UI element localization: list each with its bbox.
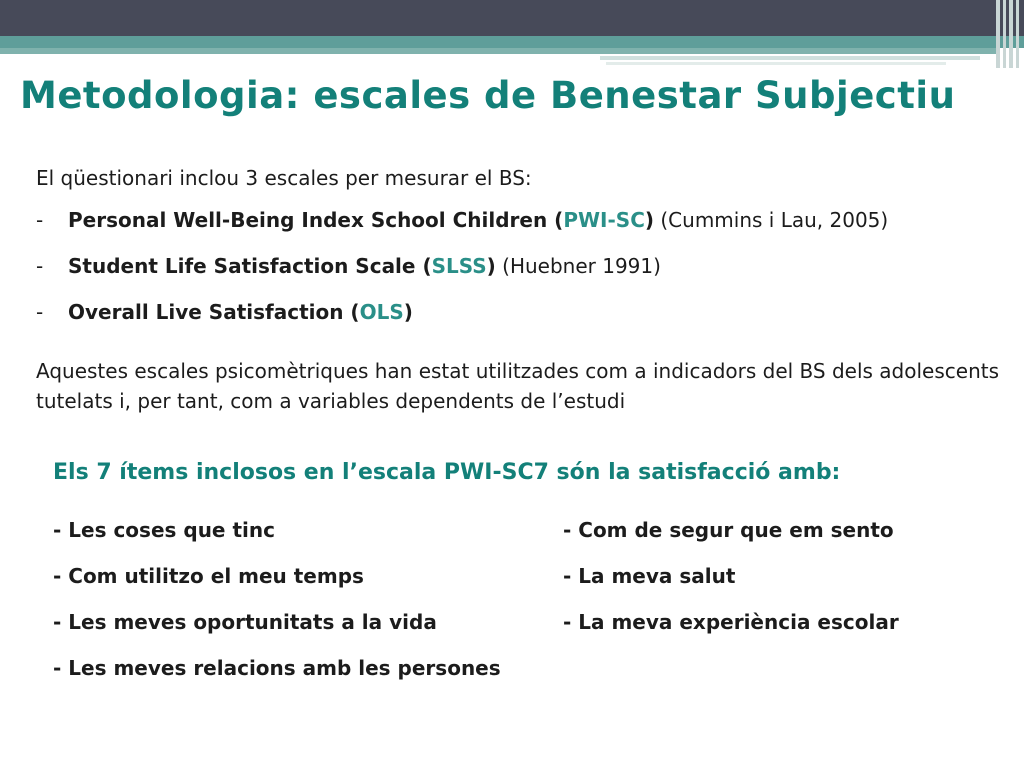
list-item: - La meva experiència escolar	[563, 610, 899, 634]
header-band-teal	[0, 36, 1024, 48]
list-item: - Les meves oportunitats a la vida	[53, 610, 437, 634]
paren-open: (	[415, 254, 432, 278]
scale-reference: (Huebner 1991)	[495, 254, 661, 278]
header-strip-lighter	[606, 62, 946, 65]
slide-title: Metodologia: escales de Benestar Subjectiu	[20, 74, 956, 117]
items-right-column	[563, 514, 899, 652]
scale-abbr: SLSS	[431, 254, 487, 278]
scale-item	[36, 298, 888, 344]
scale-reference: (Cummins i Lau, 2005)	[654, 208, 889, 232]
header-strip	[0, 48, 1000, 54]
items-left-column	[53, 514, 501, 698]
scale-item	[36, 252, 888, 298]
scale-abbr: OLS	[359, 300, 404, 324]
paren-open: (	[547, 208, 564, 232]
scale-name: Personal Well-Being Index School Children	[68, 208, 548, 232]
bullet-dash: -	[36, 254, 44, 278]
scale-name: Student Life Satisfaction Scale	[68, 254, 416, 278]
corner-line	[1016, 0, 1019, 68]
corner-line	[996, 0, 1000, 68]
list-item: - Les meves relacions amb les persones	[53, 656, 501, 680]
corner-line	[1003, 0, 1006, 68]
paren-open: (	[343, 300, 360, 324]
bullet-dash: -	[36, 300, 44, 324]
description-paragraph: Aquestes escales psicomètriques han estat utilitzades com a indicadors del BS dels adolescents tutelats i, per tant, com a variables dependents de l’estudi	[36, 359, 1000, 413]
corner-line	[1009, 0, 1013, 68]
items-heading: Els 7 ítems inclosos en l’escala PWI-SC7 són la satisfacció amb:	[53, 460, 841, 485]
list-item: - Les coses que tinc	[53, 518, 275, 542]
scale-abbr: PWI-SC	[563, 208, 645, 232]
list-item: - Com de segur que em sento	[563, 518, 894, 542]
paren-close: )	[486, 254, 496, 278]
scale-item	[36, 206, 888, 252]
list-item: - La meva salut	[563, 564, 736, 588]
header-strip-light	[600, 56, 980, 60]
header-band-dark	[0, 0, 1024, 36]
list-item: - Com utilitzo el meu temps	[53, 564, 364, 588]
scale-list	[36, 206, 888, 344]
paren-close: )	[403, 300, 413, 324]
scale-name: Overall Live Satisfaction	[68, 300, 344, 324]
paren-close: )	[644, 208, 655, 232]
bullet-dash: -	[36, 208, 44, 232]
intro-text: El qüestionari inclou 3 escales per mesurar el BS:	[36, 166, 532, 190]
